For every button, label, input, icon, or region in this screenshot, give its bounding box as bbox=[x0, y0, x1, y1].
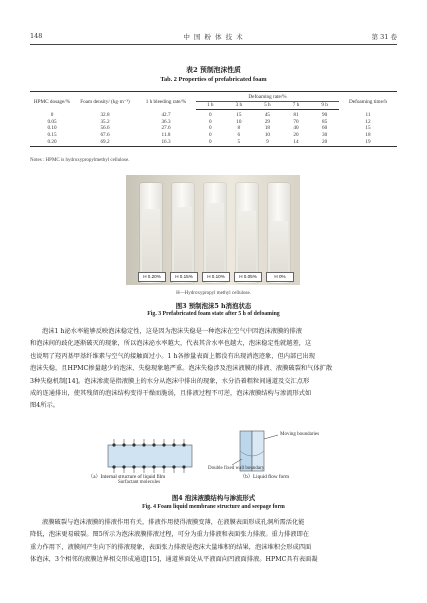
table-cell: 20 bbox=[310, 139, 339, 147]
label-surfactant: Surfactant molecules bbox=[118, 480, 161, 485]
subheader-cell: 1 h bbox=[196, 101, 225, 110]
col-hpmc: HPMC dosage/% bbox=[30, 92, 74, 110]
table-cell: 11.8 bbox=[161, 131, 171, 138]
table-cell: 35.2 bbox=[100, 118, 110, 125]
table-cell: 69.2 bbox=[74, 139, 136, 147]
table-cell: 9 bbox=[253, 139, 282, 147]
figure4-caption-en: Fig. 4 Foam liquid membrane structure and seepage form bbox=[142, 504, 285, 510]
table-row bbox=[30, 139, 397, 147]
cylinder-image bbox=[140, 183, 162, 283]
table-cell: 8 bbox=[237, 125, 241, 132]
cylinder-label: H 0% bbox=[266, 272, 294, 282]
table-cell: 0 bbox=[208, 131, 212, 138]
table-cell: 70 bbox=[293, 118, 299, 125]
figure4-caption-b: （b）Liquid flow form bbox=[240, 474, 289, 480]
table-cell: 10 bbox=[264, 131, 270, 138]
table-cell: 30 bbox=[322, 131, 328, 138]
table-cell: 0.05 bbox=[47, 118, 57, 125]
table-cell: 36.3 bbox=[161, 118, 171, 125]
table-cell: 56.6 bbox=[100, 125, 110, 132]
table-cell: 20 bbox=[293, 131, 299, 138]
figure3-caption-en: Fig. 3 Prefabricated foam state after 5 h of defoaming bbox=[147, 311, 280, 317]
table-cell: 0 bbox=[50, 111, 54, 118]
table-cell: 42.7 bbox=[161, 111, 171, 118]
subheader-cell: 5 h bbox=[253, 101, 282, 110]
text-line: 体泡沫，3个相邻的液膜边界相交形成通道[15]，通道界面处从平液面向凹液面排液。HPMC具有表面凝 bbox=[30, 556, 318, 564]
table-cell: 0.20 bbox=[30, 139, 74, 147]
table-caption-en: Tab. 2 Properties of prefabricated foam bbox=[160, 76, 267, 83]
table-cell: 0.10 bbox=[47, 125, 57, 132]
table-cell: 11 bbox=[365, 111, 371, 118]
table-cell: 27.6 bbox=[161, 125, 171, 132]
table-cell: 0 bbox=[208, 125, 212, 132]
col-bleeding: 1 h bleeding rate/% bbox=[136, 92, 196, 110]
figure4-caption-a: （a）Internal structure of liquid film bbox=[88, 474, 166, 480]
subheader-cell: 3 h bbox=[225, 101, 254, 110]
table-cell: 40 bbox=[293, 125, 299, 132]
body-paragraph-1 bbox=[30, 326, 397, 413]
table-cell: 15 bbox=[365, 125, 371, 132]
page-number: 148 bbox=[30, 32, 43, 40]
subheader-cell: 7 h bbox=[282, 101, 311, 110]
table-cell: 29 bbox=[264, 118, 270, 125]
table-row bbox=[30, 110, 397, 119]
table-cell: 85 bbox=[322, 118, 328, 125]
label-moving: Moving boundaries bbox=[280, 432, 320, 437]
table-cell: 81 bbox=[293, 112, 299, 119]
table-cell: 6 bbox=[237, 131, 241, 138]
text-line: 也说明了羟丙基甲基纤维素与空气的接触面过小。1 h各掺量表面上都没有出现消泡迹象，但内部已出现 bbox=[30, 352, 315, 360]
table-row bbox=[30, 125, 397, 132]
table-cell: 90 bbox=[322, 112, 328, 119]
body-paragraph-2 bbox=[30, 517, 397, 567]
table-cell: 10 bbox=[236, 118, 242, 125]
table-cell: 67.6 bbox=[100, 131, 110, 138]
text-line: 液膜破裂与泡沫液膜的排液作用有关，排液作用使得液膜变薄，在液膜表面形成孔洞所需活化能 bbox=[42, 519, 305, 526]
table-header-row bbox=[30, 92, 397, 102]
table-cell: 14 bbox=[282, 139, 311, 147]
running-header bbox=[30, 32, 397, 44]
table-row bbox=[30, 132, 397, 139]
text-line: 和泡沫间的歧化逐渐破灭的现象，所以泡沫泌水率越大，代表其含水率也越大，泡沫稳定性就越差，这 bbox=[30, 340, 312, 348]
table-cell: 0.15 bbox=[47, 131, 57, 138]
table-row bbox=[30, 119, 397, 126]
text-line: 重力作用下，液膜间产生向下的排液现象，表面张力排液是泡沫大量堆积的结果，泡沫堆积会形成四面 bbox=[30, 543, 312, 551]
figure3-caption-cn: 图3 预制泡沫5 h消泡状态 bbox=[175, 302, 252, 310]
col-density: Foam density/ (kg·m⁻³) bbox=[74, 92, 136, 110]
table-cell: 18 bbox=[264, 125, 270, 132]
text-line: 降低，泡沫更易破裂。图5所示为泡沫液膜排液过程，可分为重力排液和表面张力排液。重力排液即在 bbox=[30, 531, 309, 539]
table-cell: 0 bbox=[196, 139, 225, 147]
figure4-caption-cn: 图4 泡沫液膜结构与渗流形式 bbox=[171, 494, 256, 502]
header-rule bbox=[30, 44, 397, 45]
table-note: Notes : HPMC is hydroxypropylmethyl cellulose. bbox=[30, 158, 130, 163]
cylinder-label: H 0.15% bbox=[170, 272, 198, 282]
table-cell: 19 bbox=[339, 139, 397, 147]
table-cell: 5 bbox=[225, 139, 254, 147]
text-line: 泡沫1 h泌水率能够反映泡沫稳定性，这是因为泡沫失稳是一种泡沫在空气中因泡沫液膜的排液 bbox=[42, 328, 302, 335]
volume-label: 第 31 卷 bbox=[371, 33, 397, 41]
cylinder-image bbox=[236, 183, 258, 283]
table-caption-cn: 表2 预制泡沫性质 bbox=[186, 66, 241, 74]
text-line: 成的连通排出，使其残留的泡沫结构变得干燥而脆弱，且排液过程不可逆，泡沫液膜结构与渗流形式如 bbox=[30, 389, 312, 397]
table-cell: 45 bbox=[264, 112, 270, 119]
cylinder-image bbox=[172, 183, 194, 283]
cylinder-label: H 0.05% bbox=[234, 272, 262, 282]
subheader-cell: 9 h bbox=[310, 101, 339, 110]
table-cell: 18 bbox=[365, 131, 371, 138]
liquid-flow-diagram bbox=[208, 431, 319, 471]
cylinder-label: H 0.20% bbox=[138, 272, 166, 282]
cylinder-image bbox=[204, 183, 226, 283]
table-cell: 60 bbox=[322, 125, 328, 132]
figure3-note: H—Hydroxypropyl methyl cellulose. bbox=[176, 291, 251, 296]
table-cell: 12 bbox=[365, 118, 371, 125]
text-line: 图4所示。 bbox=[30, 402, 59, 410]
defoaming-photo bbox=[126, 175, 300, 285]
cylinder-image bbox=[268, 183, 290, 283]
journal-title: 中 国 粉 体 技 术 bbox=[183, 33, 244, 41]
foam-properties-table bbox=[30, 91, 397, 147]
table-cell: 0 bbox=[208, 112, 212, 119]
text-line: 泡沫失稳，且HPMC掺量越少的泡沫，失稳现象越严重。泡沫失稳涉及泡沫液膜的排液、液膜破裂和气体扩散 bbox=[30, 365, 333, 373]
text-line: 3种失稳机制[14]。泡沫渗流是指液膜上的水分从泡沫中排出的现象，水分沿着粗粒间通道及交汇点形 bbox=[30, 377, 310, 385]
col-defoaming-time: Defoaming time/h bbox=[339, 92, 397, 110]
cylinder-label: H 0.10% bbox=[202, 272, 230, 282]
foam-membrane-diagram bbox=[100, 425, 340, 495]
table-cell: 16.3 bbox=[136, 139, 196, 147]
table-cell: 32.8 bbox=[100, 111, 110, 118]
table-cell: 0 bbox=[208, 118, 212, 125]
label-double-wall: Double fixed wall boundary bbox=[208, 466, 265, 471]
table-cell: 15 bbox=[236, 112, 242, 119]
col-defoaming-group: Defoaming rate/% bbox=[196, 92, 339, 102]
